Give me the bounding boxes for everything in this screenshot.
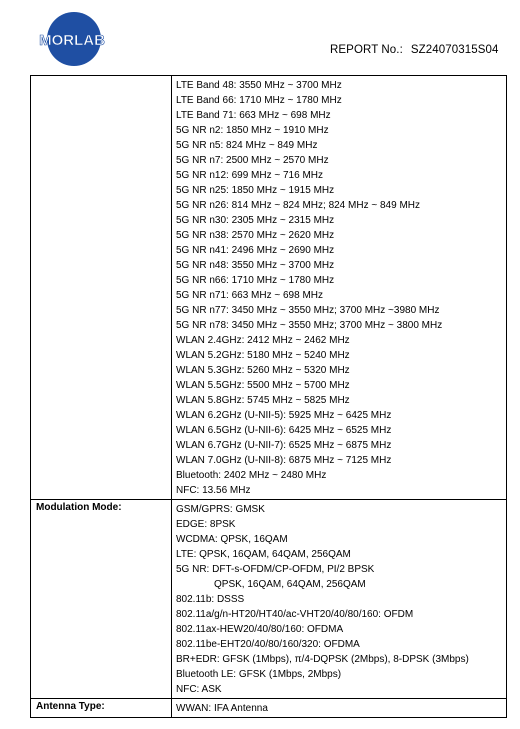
frequency-line: WLAN 6.7GHz (U-NII-7): 6525 MHz ~ 6875 MHz <box>176 440 392 451</box>
frequency-line: LTE Band 71: 663 MHz ~ 698 MHz <box>176 110 331 121</box>
logo-text: MORLAB <box>39 32 105 49</box>
modulation-line: NFC: ASK <box>176 684 222 695</box>
frequency-line: LTE Band 48: 3550 MHz ~ 3700 MHz <box>176 80 342 91</box>
modulation-row <box>31 499 506 698</box>
modulation-line: 802.11b: DSSS <box>176 594 245 605</box>
frequency-line: WLAN 5.5GHz: 5500 MHz ~ 5700 MHz <box>176 380 350 391</box>
page-header <box>0 0 520 74</box>
frequency-line: WLAN 6.2GHz (U-NII-5): 5925 MHz ~ 6425 MHz <box>176 410 392 421</box>
modulation-line: 5G NR: DFT-s-OFDM/CP-OFDM, PI/2 BPSK <box>176 564 375 575</box>
report-number-line <box>330 44 499 56</box>
frequency-line: WLAN 5.2GHz: 5180 MHz ~ 5240 MHz <box>176 350 350 361</box>
antenna-value-cell <box>172 699 506 717</box>
frequency-line: 5G NR n38: 2570 MHz ~ 2620 MHz <box>176 230 335 241</box>
frequency-line: 5G NR n5: 824 MHz ~ 849 MHz <box>176 140 318 151</box>
frequency-line: 5G NR n78: 3450 MHz ~ 3550 MHz; 3700 MHz ~ 3800 MHz <box>176 320 443 331</box>
frequency-line: WLAN 5.3GHz: 5260 MHz ~ 5320 MHz <box>176 365 350 376</box>
antenna-label: Antenna Type: <box>31 699 172 717</box>
frequency-line: WLAN 2.4GHz: 2412 MHz ~ 2462 MHz <box>176 335 350 346</box>
frequency-line: 5G NR n41: 2496 MHz ~ 2690 MHz <box>176 245 335 256</box>
modulation-line: BR+EDR: GFSK (1Mbps), π/4-DQPSK (2Mbps), 8-DPSK (3Mbps) <box>176 654 469 665</box>
antenna-value: WWAN: IFA Antenna <box>176 703 268 714</box>
modulation-line: 802.11ax-HEW20/40/80/160: OFDMA <box>176 624 344 635</box>
frequency-line: WLAN 5.8GHz: 5745 MHz ~ 5825 MHz <box>176 395 350 406</box>
frequency-line: 5G NR n7: 2500 MHz ~ 2570 MHz <box>176 155 329 166</box>
specification-table <box>30 75 507 718</box>
modulation-line: EDGE: 8PSK <box>176 519 236 530</box>
morlab-logo <box>30 9 114 69</box>
frequency-line: 5G NR n25: 1850 MHz ~ 1915 MHz <box>176 185 335 196</box>
modulation-value-cell <box>172 500 506 698</box>
frequency-line: 5G NR n2: 1850 MHz ~ 1910 MHz <box>176 125 329 136</box>
modulation-label: Modulation Mode: <box>31 500 172 698</box>
frequency-line: Bluetooth: 2402 MHz ~ 2480 MHz <box>176 470 327 481</box>
modulation-line: QPSK, 16QAM, 64QAM, 256QAM <box>214 579 366 590</box>
frequency-line: 5G NR n77: 3450 MHz ~ 3550 MHz; 3700 MHz ~3980 MHz <box>176 305 440 316</box>
frequency-line: LTE Band 66: 1710 MHz ~ 1780 MHz <box>176 95 342 106</box>
modulation-line: GSM/GPRS: GMSK <box>176 504 265 515</box>
frequency-line: NFC: 13.56 MHz <box>176 485 251 496</box>
report-label: REPORT No.: <box>330 44 403 56</box>
modulation-line: LTE: QPSK, 16QAM, 64QAM, 256QAM <box>176 549 351 560</box>
frequency-line: 5G NR n48: 3550 MHz ~ 3700 MHz <box>176 260 335 271</box>
report-number: SZ24070315S04 <box>410 44 499 56</box>
antenna-row <box>31 698 506 717</box>
frequency-line: 5G NR n71: 663 MHz ~ 698 MHz <box>176 290 324 301</box>
modulation-line: 802.11a/g/n-HT20/HT40/ac-VHT20/40/80/160: OFDM <box>176 609 414 620</box>
frequency-line: 5G NR n12: 699 MHz ~ 716 MHz <box>176 170 324 181</box>
frequency-line: 5G NR n66: 1710 MHz ~ 1780 MHz <box>176 275 335 286</box>
frequency-label-cell <box>31 76 172 499</box>
modulation-line: WCDMA: QPSK, 16QAM <box>176 534 288 545</box>
frequency-line: 5G NR n26: 814 MHz ~ 824 MHz; 824 MHz ~ 849 MHz <box>176 200 420 211</box>
frequency-row <box>31 76 506 499</box>
modulation-line: 802.11be-EHT20/40/80/160/320: OFDMA <box>176 639 360 650</box>
frequency-line: 5G NR n30: 2305 MHz ~ 2315 MHz <box>176 215 335 226</box>
frequency-value-cell <box>172 76 506 499</box>
modulation-line: Bluetooth LE: GFSK (1Mbps, 2Mbps) <box>176 669 342 680</box>
frequency-line: WLAN 6.5GHz (U-NII-6): 6425 MHz ~ 6525 MHz <box>176 425 392 436</box>
frequency-line: WLAN 7.0GHz (U-NII-8): 6875 MHz ~ 7125 MHz <box>176 455 392 466</box>
